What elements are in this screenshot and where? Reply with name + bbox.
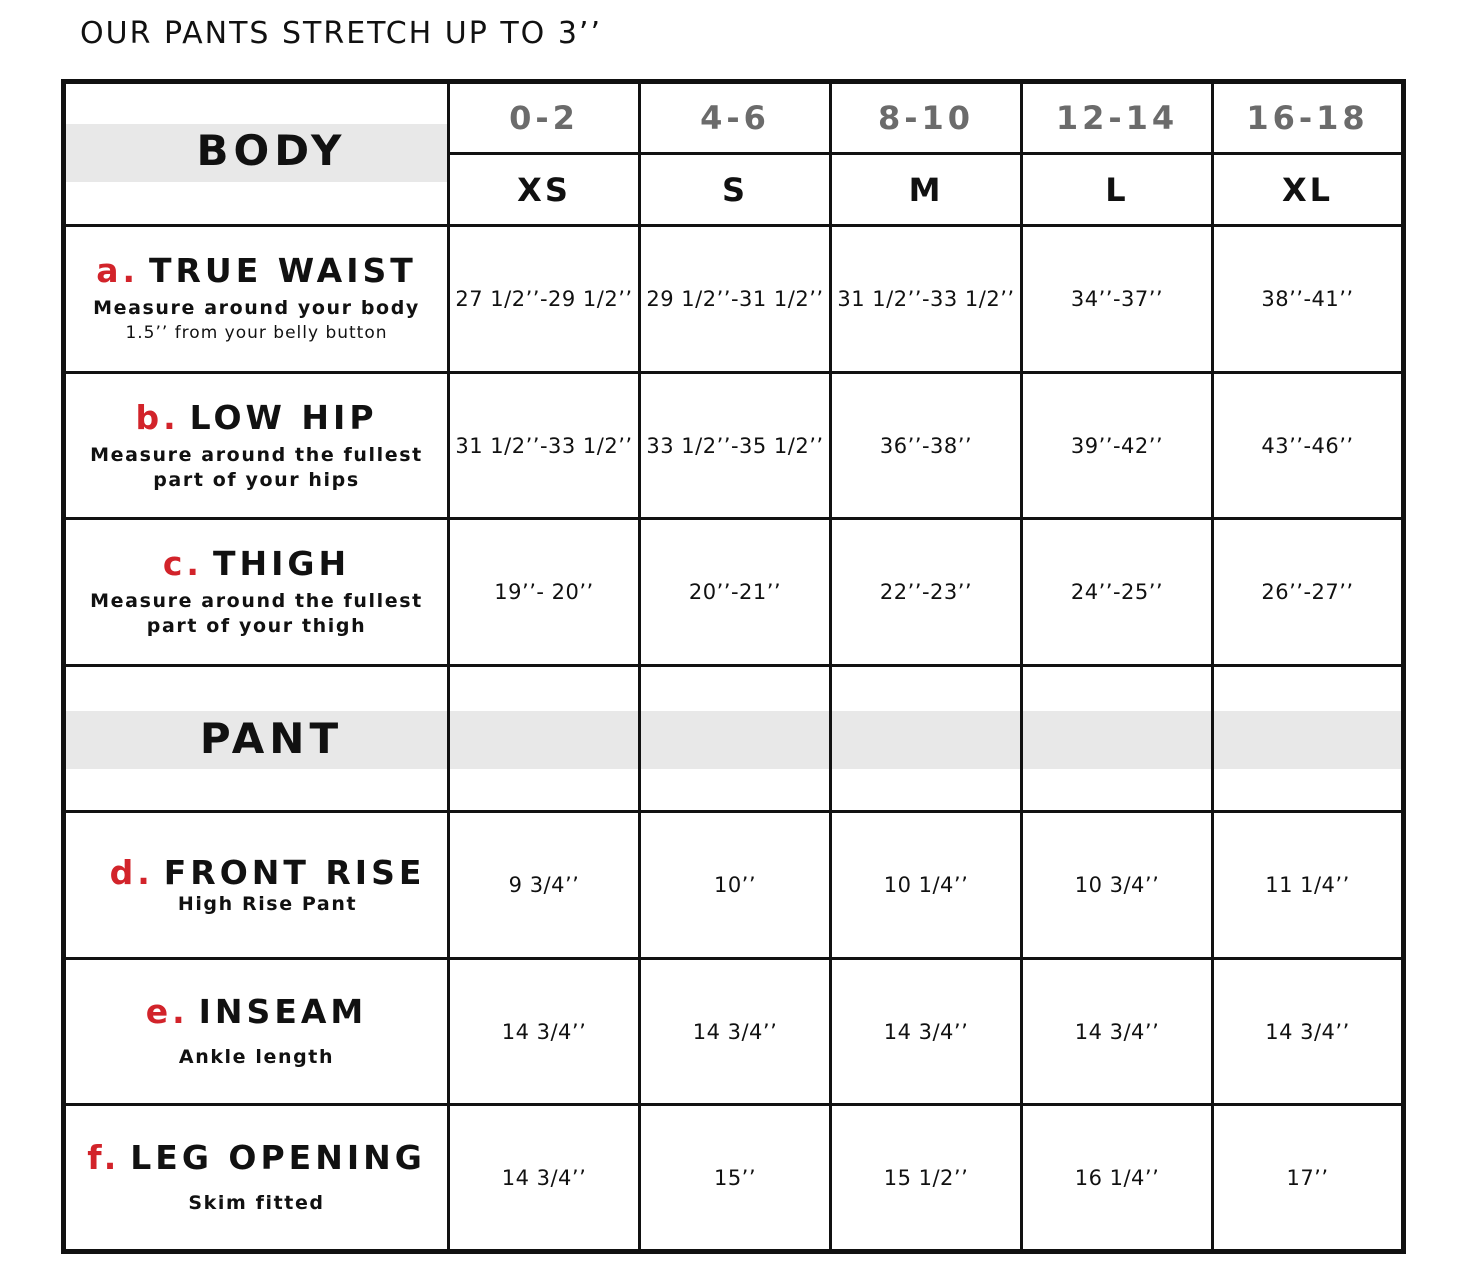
value-cell: [449, 372, 640, 519]
size-range-label: 8-10: [877, 99, 975, 138]
measurement-description: part of your thigh: [146, 615, 367, 638]
value-text: 39’’-42’’: [1070, 433, 1164, 458]
measurement-description: part of your hips: [153, 468, 360, 491]
size-range-xs: [449, 82, 640, 154]
value-cell: [831, 226, 1022, 373]
value-cell: [831, 372, 1022, 519]
value-text: 24’’-25’’: [1070, 580, 1164, 605]
value-text: 9 3/4’’: [508, 873, 580, 898]
section-band-cell: [831, 665, 1022, 812]
body-section-header: [64, 82, 449, 226]
pant-section-row: [64, 665, 1404, 812]
section-band: [1214, 711, 1401, 769]
measurement-letter: d.: [109, 852, 154, 892]
value-cell: [449, 958, 640, 1105]
value-text: 14 3/4’’: [1265, 1019, 1350, 1044]
section-band-cell: [1022, 665, 1213, 812]
size-letter-label: XL: [1281, 170, 1334, 209]
size-letter-xl: [1213, 154, 1404, 226]
value-cell: [640, 958, 831, 1105]
value-cell: [640, 372, 831, 519]
size-letter-m: [831, 154, 1022, 226]
size-range-s: [640, 82, 831, 154]
section-band-cell: [640, 665, 831, 812]
value-text: 36’’-38’’: [879, 433, 973, 458]
size-range-xl: [1213, 82, 1404, 154]
pant-section-header: [64, 665, 449, 812]
measurement-label-front-rise: [64, 812, 449, 959]
value-text: 27 1/2’’-29 1/2’’: [455, 287, 633, 312]
value-text: 14 3/4’’: [1074, 1019, 1160, 1044]
size-letter-s: [640, 154, 831, 226]
value-cell: [1213, 519, 1404, 666]
value-text: 26’’-27’’: [1261, 580, 1354, 605]
measurement-label-true-waist: [64, 226, 449, 373]
value-text: 20’’-21’’: [688, 580, 782, 605]
measurement-description: Measure around the fullest: [90, 443, 423, 466]
measurement-letter: e.: [145, 992, 189, 1032]
value-cell: [1022, 1105, 1213, 1252]
value-text: 15’’: [713, 1165, 757, 1190]
value-text: 10 3/4’’: [1074, 873, 1160, 898]
value-cell: [831, 812, 1022, 959]
value-cell: [1022, 958, 1213, 1105]
page-headline: OUR PANTS STRETCH UP TO 3’’: [80, 16, 602, 51]
table-row-front-rise: [64, 812, 1404, 959]
size-chart-table: [61, 79, 1406, 1254]
measurement-name: TRUE WAIST: [149, 251, 417, 291]
section-title-pant: PANT: [199, 714, 344, 764]
size-letter-xs: [449, 154, 640, 226]
section-band: [450, 711, 638, 769]
measurement-description: Measure around your body: [93, 297, 420, 320]
measurement-title: [66, 399, 447, 437]
value-text: 14 3/4’’: [501, 1019, 587, 1044]
measurement-description: Skim fitted: [188, 1192, 325, 1215]
measurement-letter: b.: [135, 397, 180, 437]
measurement-description: High Rise Pant: [177, 892, 358, 915]
value-text: 17’’: [1286, 1165, 1329, 1190]
measurement-title: [66, 545, 447, 583]
measurement-title: [66, 252, 447, 290]
size-letter-l: [1022, 154, 1213, 226]
section-band-cell: [1213, 665, 1404, 812]
size-range-l: [1022, 82, 1213, 154]
measurement-label-inseam: [64, 958, 449, 1105]
value-cell: [640, 1105, 831, 1252]
value-text: 22’’-23’’: [879, 580, 973, 605]
value-cell: [640, 812, 831, 959]
measurement-label-low-hip: [64, 372, 449, 519]
size-letter-label: S: [721, 170, 749, 209]
value-cell: [1022, 519, 1213, 666]
value-cell: [1022, 372, 1213, 519]
measurement-description: 1.5’’ from your belly button: [125, 323, 388, 344]
size-letter-label: M: [908, 170, 944, 209]
value-cell: [1022, 226, 1213, 373]
value-cell: [640, 519, 831, 666]
value-cell: [1213, 226, 1404, 373]
value-text: 10’’: [713, 873, 757, 898]
value-cell: [831, 519, 1022, 666]
table-row-true-waist: [64, 226, 1404, 373]
value-text: 15 1/2’’: [883, 1165, 969, 1190]
value-cell: [449, 1105, 640, 1252]
measurement-title: [66, 1139, 447, 1177]
value-cell: [1213, 812, 1404, 959]
value-text: 19’’- 20’’: [494, 580, 594, 605]
measurement-name: FRONT RISE: [163, 852, 426, 892]
size-range-label: 16-18: [1246, 99, 1369, 138]
value-cell: [449, 226, 640, 373]
value-cell: [1213, 372, 1404, 519]
value-cell: [1022, 812, 1213, 959]
table-row-low-hip: [64, 372, 1404, 519]
value-cell: [1213, 958, 1404, 1105]
value-text: 34’’-37’’: [1070, 287, 1164, 312]
value-text: 14 3/4’’: [883, 1019, 969, 1044]
measurement-letter: a.: [96, 251, 140, 291]
value-text: 10 1/4’’: [883, 873, 969, 898]
measurement-label-thigh: [64, 519, 449, 666]
measurement-title: [88, 854, 447, 892]
value-cell: [831, 958, 1022, 1105]
value-cell: [1213, 1105, 1404, 1252]
size-range-m: [831, 82, 1022, 154]
measurement-description: Ankle length: [178, 1046, 335, 1069]
value-text: 11 1/4’’: [1265, 873, 1350, 898]
section-band: [1023, 711, 1211, 769]
value-text: 14 3/4’’: [692, 1019, 778, 1044]
section-band: [641, 711, 829, 769]
measurement-label-leg-opening: [64, 1105, 449, 1252]
value-cell: [449, 519, 640, 666]
measurement-title: [66, 993, 447, 1031]
table-row-inseam: [64, 958, 1404, 1105]
size-range-label: 0-2: [509, 99, 579, 138]
value-text: 33 1/2’’-35 1/2’’: [646, 433, 824, 458]
value-text: 31 1/2’’-33 1/2’’: [455, 433, 633, 458]
table-row-thigh: [64, 519, 1404, 666]
section-band-cell: [449, 665, 640, 812]
value-cell: [831, 1105, 1022, 1252]
size-range-label: 4-6: [700, 99, 770, 138]
measurement-description: Measure around the fullest: [90, 590, 423, 613]
measurement-name: THIGH: [212, 544, 351, 584]
measurement-name: LOW HIP: [189, 397, 378, 437]
measurement-name: INSEAM: [198, 992, 368, 1032]
measurement-name: LEG OPENING: [130, 1138, 426, 1178]
size-range-label: 12-14: [1055, 99, 1179, 138]
measurement-letter: c.: [162, 544, 203, 584]
value-text: 31 1/2’’-33 1/2’’: [837, 287, 1015, 312]
measurement-letter: f.: [87, 1138, 121, 1178]
value-text: 43’’-46’’: [1261, 433, 1354, 458]
size-range-row: [64, 82, 1404, 154]
value-text: 29 1/2’’-31 1/2’’: [646, 287, 824, 312]
section-title-body: BODY: [196, 125, 347, 175]
value-text: 16 1/4’’: [1074, 1165, 1160, 1190]
size-letter-label: L: [1105, 170, 1129, 209]
table-row-leg-opening: [64, 1105, 1404, 1252]
value-cell: [640, 226, 831, 373]
value-cell: [449, 812, 640, 959]
size-letter-label: XS: [517, 170, 571, 209]
value-text: 38’’-41’’: [1261, 287, 1354, 312]
value-text: 14 3/4’’: [501, 1165, 587, 1190]
section-band: [832, 711, 1020, 769]
